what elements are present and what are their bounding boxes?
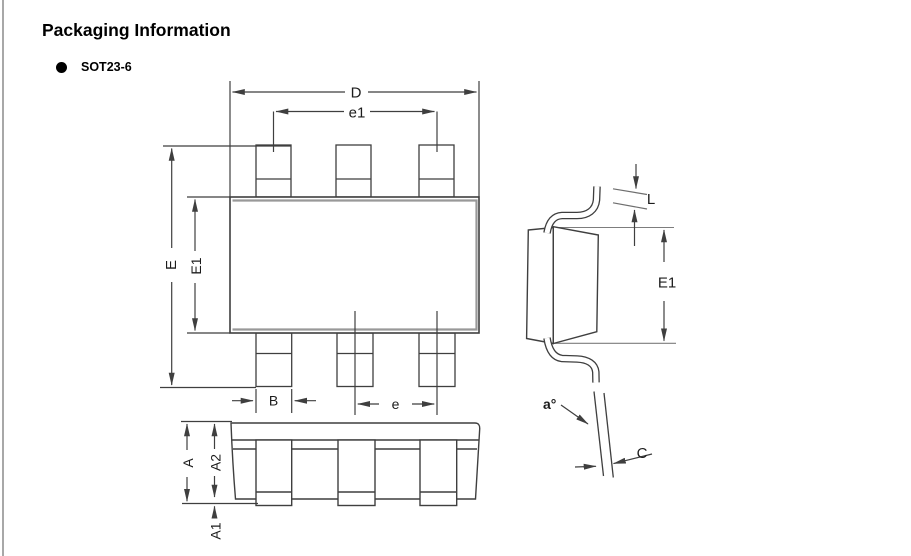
dim-E1-label: E1 <box>188 257 204 275</box>
side-view-top-lead <box>547 187 597 234</box>
dim-alpha <box>543 396 588 424</box>
side-view-drawing <box>527 164 677 478</box>
front-view-leads <box>256 440 457 506</box>
side-view-bottom-lead <box>547 338 596 383</box>
dim-A-label: A <box>180 458 196 468</box>
page-title: Packaging Information <box>42 20 231 40</box>
dim-A2 <box>208 424 224 497</box>
dim-B <box>232 389 316 413</box>
dim-L-label: L <box>646 191 656 208</box>
dim-E1-side-label: E1 <box>657 274 677 292</box>
dim-E1-side <box>658 230 676 341</box>
dim-B-label: B <box>268 392 279 409</box>
front-view-drawing <box>180 422 480 540</box>
top-view-top-leads <box>256 145 454 197</box>
dim-E-label: E <box>163 259 181 271</box>
side-view-body-main-face <box>553 227 598 344</box>
dim-alpha-label: a° <box>543 396 557 412</box>
dim-A1 <box>208 506 224 539</box>
dim-D-label: D <box>350 84 362 102</box>
dim-E1 <box>187 197 230 333</box>
side-view-body-left-face <box>527 228 554 344</box>
dim-L <box>613 164 655 246</box>
dim-C-label: C <box>636 445 648 462</box>
package-type-label: SOT23-6 <box>81 60 132 74</box>
dim-A <box>180 424 196 501</box>
dim-A2-label: A2 <box>207 453 224 472</box>
dim-A1-label: A1 <box>207 522 224 540</box>
top-view-drawing <box>160 81 479 415</box>
lead-tip-detail <box>594 392 613 478</box>
dim-C <box>575 445 652 467</box>
dim-e-label: e <box>391 395 400 412</box>
dim-e1-label: e1 <box>348 104 366 122</box>
